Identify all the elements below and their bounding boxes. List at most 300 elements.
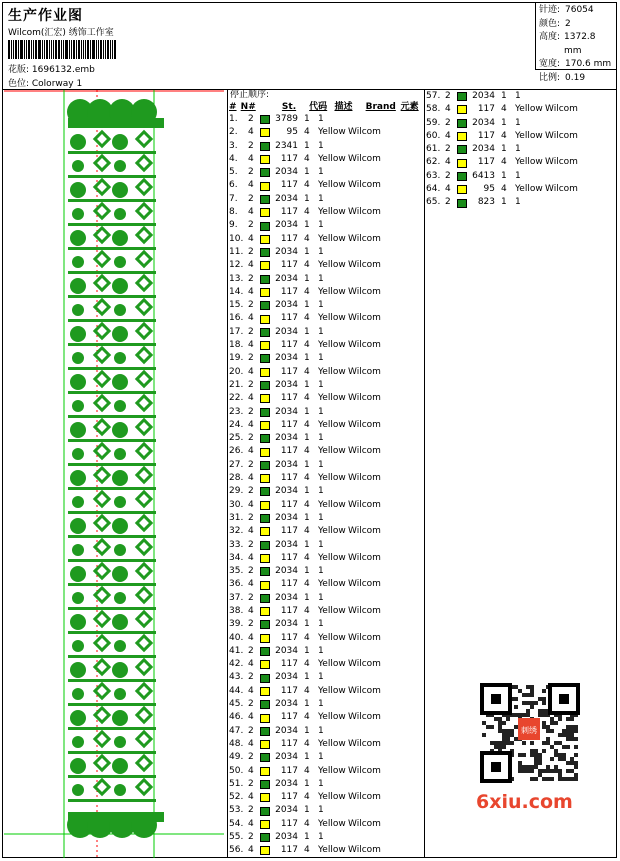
cell-stops: 4 bbox=[304, 366, 310, 377]
cell-st: 2 bbox=[248, 406, 254, 417]
cell-n: 44. bbox=[229, 685, 244, 696]
page-title: 生产作业图 bbox=[8, 8, 83, 24]
motif-flower bbox=[70, 182, 86, 198]
cell-n: 51. bbox=[229, 778, 244, 789]
motif-flower bbox=[72, 160, 84, 172]
motif-flower bbox=[114, 160, 126, 172]
cell-brand: Wilcom bbox=[348, 632, 381, 643]
color-swatch bbox=[260, 261, 270, 270]
cell-brand: Wilcom bbox=[545, 157, 578, 168]
motif-bar bbox=[68, 727, 156, 730]
motif-diamond bbox=[95, 396, 109, 410]
color-swatch bbox=[260, 368, 270, 377]
cell-st: 2 bbox=[248, 725, 254, 736]
cell-st: 4 bbox=[248, 579, 254, 590]
cell-st: 2 bbox=[248, 512, 254, 523]
cell-n: 61. bbox=[426, 144, 441, 155]
motif-diamond bbox=[137, 228, 151, 242]
cell-n: 28. bbox=[229, 473, 244, 484]
table-row bbox=[229, 751, 424, 764]
table-row bbox=[229, 166, 424, 179]
cell-st: 4 bbox=[248, 260, 254, 271]
cell-st: 4 bbox=[248, 818, 254, 829]
cell-stops: 4 bbox=[304, 286, 310, 297]
cell-code: 2034 bbox=[275, 832, 298, 843]
cell-desc: 1 bbox=[318, 300, 324, 311]
cell-code: 2034 bbox=[275, 273, 298, 284]
cell-stops: 4 bbox=[304, 127, 310, 138]
cell-stops: 1 bbox=[304, 725, 310, 736]
cell-st: 4 bbox=[248, 127, 254, 138]
cell-n: 13. bbox=[229, 273, 244, 284]
cell-code: 117 bbox=[280, 180, 298, 191]
cell-code: 2341 bbox=[275, 140, 298, 151]
color-swatch bbox=[260, 354, 270, 363]
cell-desc: 1 bbox=[318, 246, 324, 257]
studio-name: Wilcom(汇宏) 绣饰工作室 bbox=[8, 28, 114, 38]
cell-code: 2034 bbox=[275, 592, 298, 603]
cell-brand: Wilcom bbox=[348, 313, 381, 324]
cell-stops: 1 bbox=[501, 144, 507, 155]
cell-st: 2 bbox=[248, 300, 254, 311]
motif-bar bbox=[68, 223, 156, 226]
cell-code: 2034 bbox=[275, 193, 298, 204]
cell-brand: Wilcom bbox=[348, 605, 381, 616]
motif-diamond bbox=[137, 396, 151, 410]
motif-flower bbox=[72, 688, 84, 700]
cell-code: 2034 bbox=[275, 167, 298, 178]
cell-n: 34. bbox=[229, 552, 244, 563]
stat-row: 高度: 1372.8 mm bbox=[539, 32, 596, 56]
motif-flower bbox=[70, 134, 86, 150]
table-row bbox=[426, 196, 616, 209]
color-swatch bbox=[260, 700, 270, 709]
motif-flower bbox=[72, 208, 84, 220]
stat-row: 比例: 0.19 bbox=[539, 72, 586, 83]
motif-diamond bbox=[137, 516, 151, 530]
motif-diamond bbox=[137, 684, 151, 698]
cell-brand: Wilcom bbox=[348, 180, 381, 191]
motif-flower bbox=[112, 758, 128, 774]
cell-desc: 1 bbox=[318, 114, 324, 124]
motif-flower bbox=[72, 544, 84, 556]
table-row bbox=[229, 299, 424, 312]
table-row bbox=[229, 539, 424, 552]
cell-st: 2 bbox=[248, 193, 254, 204]
motif-diamond bbox=[137, 588, 151, 602]
cell-stops: 4 bbox=[304, 419, 310, 430]
design-file: 花版: 1696132.emb bbox=[8, 65, 95, 75]
table-row bbox=[229, 193, 424, 206]
cell-stops: 1 bbox=[304, 752, 310, 763]
cell-stops: 1 bbox=[304, 326, 310, 337]
motif-bar bbox=[68, 295, 156, 298]
table-row bbox=[229, 140, 424, 153]
motif-diamond bbox=[137, 564, 151, 578]
cell-n: 49. bbox=[229, 752, 244, 763]
cell-n: 59. bbox=[426, 117, 441, 128]
table-row bbox=[229, 592, 424, 605]
color-swatch bbox=[260, 620, 270, 629]
cell-st: 4 bbox=[248, 366, 254, 377]
table-row bbox=[229, 179, 424, 192]
cell-stops: 1 bbox=[304, 246, 310, 257]
table-row bbox=[229, 113, 424, 126]
motif-diamond bbox=[137, 444, 151, 458]
cell-stops: 1 bbox=[501, 117, 507, 128]
cell-code: 2034 bbox=[275, 300, 298, 311]
cell-stops: 1 bbox=[304, 619, 310, 630]
cell-st: 2 bbox=[248, 246, 254, 257]
table-row bbox=[426, 103, 616, 116]
cell-code: 2034 bbox=[275, 619, 298, 630]
top-band bbox=[68, 118, 164, 128]
color-swatch bbox=[260, 660, 270, 669]
cell-n: 25. bbox=[229, 433, 244, 444]
cell-stops: 1 bbox=[304, 379, 310, 390]
cell-desc: Yellow bbox=[318, 446, 346, 457]
cell-n: 38. bbox=[229, 605, 244, 616]
cell-st: 4 bbox=[248, 340, 254, 351]
motif-flower bbox=[114, 592, 126, 604]
cell-brand: Wilcom bbox=[348, 579, 381, 590]
cell-st: 2 bbox=[248, 379, 254, 390]
table-row bbox=[229, 312, 424, 325]
motif-bar bbox=[68, 631, 156, 634]
cell-code: 2034 bbox=[275, 353, 298, 364]
cell-code: 117 bbox=[280, 685, 298, 696]
cell-stops: 1 bbox=[304, 486, 310, 497]
cell-code: 117 bbox=[280, 526, 298, 537]
motif-flower bbox=[112, 470, 128, 486]
motif-diamond bbox=[137, 492, 151, 506]
table-row bbox=[229, 765, 424, 778]
cell-st: 4 bbox=[248, 765, 254, 776]
cell-brand: Wilcom bbox=[348, 765, 381, 776]
table-row bbox=[229, 259, 424, 272]
cell-n: 19. bbox=[229, 353, 244, 364]
cell-code: 117 bbox=[280, 233, 298, 244]
table-row bbox=[426, 170, 616, 183]
design-svg bbox=[4, 90, 228, 858]
motif-diamond bbox=[137, 372, 151, 386]
color-swatch bbox=[260, 128, 270, 137]
motif-diamond bbox=[137, 420, 151, 434]
cell-n: 50. bbox=[229, 765, 244, 776]
cell-brand: Wilcom bbox=[348, 207, 381, 218]
color-swatch bbox=[260, 514, 270, 523]
cell-st: 4 bbox=[248, 605, 254, 616]
cell-desc: Yellow bbox=[318, 419, 346, 430]
motif-bar bbox=[68, 535, 156, 538]
cell-stops: 4 bbox=[304, 233, 310, 244]
motif-bar bbox=[68, 151, 156, 154]
stat-row: 针迹: 76054 bbox=[539, 5, 594, 15]
cell-code: 2034 bbox=[275, 725, 298, 736]
color-swatch bbox=[260, 142, 270, 151]
cell-stops: 1 bbox=[501, 197, 507, 208]
table-row bbox=[229, 352, 424, 365]
table-row bbox=[426, 117, 616, 130]
cell-code: 2034 bbox=[472, 91, 495, 101]
motif-flower bbox=[72, 352, 84, 364]
cell-desc: Yellow bbox=[318, 340, 346, 351]
motif-flower bbox=[72, 256, 84, 268]
cell-stops: 1 bbox=[304, 566, 310, 577]
cell-stops: 1 bbox=[304, 459, 310, 470]
color-swatch bbox=[260, 634, 270, 643]
cell-stops: 1 bbox=[304, 832, 310, 843]
cell-code: 2034 bbox=[275, 326, 298, 337]
cell-desc: 1 bbox=[318, 433, 324, 444]
cell-code: 2034 bbox=[472, 117, 495, 128]
motif-bar bbox=[68, 271, 156, 274]
qr-code bbox=[470, 680, 585, 785]
cell-stops: 4 bbox=[304, 605, 310, 616]
cell-stops: 1 bbox=[304, 512, 310, 523]
table-row bbox=[229, 512, 424, 525]
cell-code: 117 bbox=[477, 157, 495, 168]
table-row bbox=[426, 143, 616, 156]
table-row bbox=[229, 326, 424, 339]
table-row bbox=[229, 552, 424, 565]
color-swatch bbox=[260, 182, 270, 191]
color-swatch bbox=[260, 647, 270, 656]
cell-code: 3789 bbox=[275, 114, 298, 124]
table-row bbox=[229, 246, 424, 259]
cell-stops: 1 bbox=[304, 220, 310, 231]
cell-stops: 4 bbox=[501, 184, 507, 195]
color-swatch bbox=[260, 341, 270, 350]
cell-code: 2034 bbox=[275, 778, 298, 789]
cell-desc: 1 bbox=[515, 170, 521, 181]
bottom-band bbox=[68, 812, 164, 822]
stats-panel bbox=[535, 2, 617, 83]
motif-diamond bbox=[137, 180, 151, 194]
cell-stops: 4 bbox=[304, 153, 310, 164]
motif-flower bbox=[114, 640, 126, 652]
color-swatch bbox=[260, 793, 270, 802]
cell-code: 2034 bbox=[275, 379, 298, 390]
cell-st: 2 bbox=[248, 832, 254, 843]
table-row bbox=[229, 379, 424, 392]
cell-n: 46. bbox=[229, 712, 244, 723]
motif-flower bbox=[112, 230, 128, 246]
motif-bar bbox=[68, 319, 156, 322]
cell-n: 56. bbox=[229, 845, 244, 856]
motif-bar bbox=[68, 463, 156, 466]
color-swatch bbox=[260, 394, 270, 403]
color-swatch bbox=[260, 846, 270, 855]
cell-st: 2 bbox=[248, 326, 254, 337]
cell-st: 4 bbox=[248, 233, 254, 244]
cell-desc: 1 bbox=[318, 592, 324, 603]
cell-desc: 1 bbox=[318, 805, 324, 816]
cell-n: 17. bbox=[229, 326, 244, 337]
cell-desc: 1 bbox=[515, 197, 521, 208]
cell-code: 117 bbox=[280, 153, 298, 164]
table-row bbox=[229, 698, 424, 711]
cell-desc: Yellow bbox=[318, 712, 346, 723]
cell-code: 117 bbox=[477, 130, 495, 141]
cell-desc: Yellow bbox=[318, 605, 346, 616]
header bbox=[2, 2, 617, 90]
cell-stops: 4 bbox=[304, 340, 310, 351]
cell-desc: Yellow bbox=[318, 792, 346, 803]
cell-code: 2034 bbox=[275, 805, 298, 816]
motif-flower bbox=[112, 326, 128, 342]
cell-desc: 1 bbox=[318, 326, 324, 337]
cell-n: 43. bbox=[229, 672, 244, 683]
cell-code: 2034 bbox=[275, 406, 298, 417]
cell-desc: 1 bbox=[318, 193, 324, 204]
cell-code: 117 bbox=[280, 552, 298, 563]
motif-bar bbox=[68, 175, 156, 178]
motif-bar bbox=[68, 583, 156, 586]
cell-stops: 4 bbox=[304, 552, 310, 563]
cell-st: 2 bbox=[248, 752, 254, 763]
color-swatch bbox=[260, 820, 270, 829]
motif-flower bbox=[72, 736, 84, 748]
cell-brand: Wilcom bbox=[348, 153, 381, 164]
table-row bbox=[229, 273, 424, 286]
motif-flower bbox=[114, 304, 126, 316]
cell-desc: 1 bbox=[318, 512, 324, 523]
cell-n: 39. bbox=[229, 619, 244, 630]
motif-diamond bbox=[95, 156, 109, 170]
table-row bbox=[229, 645, 424, 658]
cell-desc: 1 bbox=[318, 699, 324, 710]
table-row bbox=[229, 499, 424, 512]
table-row bbox=[229, 366, 424, 379]
motif-diamond bbox=[95, 276, 109, 290]
motif-flower bbox=[114, 352, 126, 364]
cell-n: 4. bbox=[229, 153, 238, 164]
barcode bbox=[8, 40, 118, 59]
motif-flower bbox=[112, 374, 128, 390]
cell-n: 48. bbox=[229, 738, 244, 749]
table-row bbox=[229, 658, 424, 671]
cell-code: 117 bbox=[280, 712, 298, 723]
cell-stops: 4 bbox=[304, 738, 310, 749]
stop-sequence-table-2 bbox=[426, 90, 616, 210]
motif-diamond bbox=[95, 612, 109, 626]
cell-brand: Wilcom bbox=[348, 685, 381, 696]
color-swatch bbox=[260, 155, 270, 164]
motif-diamond bbox=[137, 780, 151, 794]
cell-desc: Yellow bbox=[318, 685, 346, 696]
table-header: # N# St. 代码 描述 Brand 元素 bbox=[229, 102, 419, 112]
table-row bbox=[426, 90, 616, 103]
cell-n: 47. bbox=[229, 725, 244, 736]
motif-flower bbox=[72, 592, 84, 604]
cell-stops: 1 bbox=[304, 353, 310, 364]
cell-stops: 4 bbox=[304, 818, 310, 829]
motif-flower bbox=[72, 784, 84, 796]
cell-desc: Yellow bbox=[318, 526, 346, 537]
motif-diamond bbox=[137, 636, 151, 650]
motif-flower bbox=[70, 230, 86, 246]
color-swatch bbox=[260, 275, 270, 284]
cell-n: 35. bbox=[229, 566, 244, 577]
cell-stops: 1 bbox=[304, 645, 310, 656]
motif-flower bbox=[72, 400, 84, 412]
cell-stops: 4 bbox=[501, 104, 507, 115]
motif-diamond bbox=[137, 348, 151, 362]
cell-n: 12. bbox=[229, 260, 244, 271]
qr-badge-label: 刺绣 bbox=[521, 726, 537, 735]
cell-code: 117 bbox=[280, 207, 298, 218]
motif-flower bbox=[72, 496, 84, 508]
cell-desc: Yellow bbox=[318, 366, 346, 377]
cell-n: 14. bbox=[229, 286, 244, 297]
color-swatch bbox=[457, 132, 467, 141]
cell-st: 2 bbox=[445, 117, 451, 128]
color-swatch bbox=[260, 448, 270, 457]
cell-desc: Yellow bbox=[318, 207, 346, 218]
motif-diamond bbox=[137, 540, 151, 554]
cell-brand: Wilcom bbox=[348, 499, 381, 510]
table-row bbox=[229, 219, 424, 232]
cell-st: 4 bbox=[248, 552, 254, 563]
cell-st: 4 bbox=[248, 845, 254, 856]
cell-st: 4 bbox=[248, 473, 254, 484]
cell-desc: Yellow bbox=[318, 552, 346, 563]
table-row bbox=[229, 778, 424, 791]
cell-stops: 1 bbox=[304, 406, 310, 417]
cell-n: 33. bbox=[229, 539, 244, 550]
table-row bbox=[229, 578, 424, 591]
cell-n: 29. bbox=[229, 486, 244, 497]
motif-flower bbox=[112, 134, 128, 150]
cell-stops: 1 bbox=[304, 433, 310, 444]
cell-desc: Yellow bbox=[515, 157, 543, 168]
table-row bbox=[229, 459, 424, 472]
motif-flower bbox=[70, 278, 86, 294]
cell-n: 27. bbox=[229, 459, 244, 470]
table-row bbox=[229, 725, 424, 738]
cell-st: 4 bbox=[248, 685, 254, 696]
motif-flower bbox=[70, 326, 86, 342]
motif-diamond bbox=[137, 204, 151, 218]
motif-flower bbox=[114, 544, 126, 556]
motif-flower bbox=[72, 304, 84, 316]
cell-stops: 4 bbox=[304, 712, 310, 723]
cell-n: 5. bbox=[229, 167, 238, 178]
cell-n: 57. bbox=[426, 91, 441, 101]
cell-st: 4 bbox=[445, 157, 451, 168]
color-swatch bbox=[457, 159, 467, 168]
cell-n: 10. bbox=[229, 233, 244, 244]
cell-desc: 1 bbox=[318, 379, 324, 390]
cell-n: 31. bbox=[229, 512, 244, 523]
motif-flower bbox=[112, 278, 128, 294]
cell-brand: Wilcom bbox=[348, 818, 381, 829]
color-swatch bbox=[457, 185, 467, 194]
color-swatch bbox=[260, 381, 270, 390]
cell-st: 2 bbox=[248, 114, 254, 124]
motif-flower bbox=[114, 736, 126, 748]
motif-bar bbox=[68, 247, 156, 250]
cell-st: 2 bbox=[248, 459, 254, 470]
cell-code: 2034 bbox=[275, 672, 298, 683]
cell-code: 117 bbox=[280, 792, 298, 803]
color-swatch bbox=[260, 421, 270, 430]
cell-stops: 1 bbox=[304, 592, 310, 603]
table-row bbox=[426, 130, 616, 143]
cell-code: 117 bbox=[280, 340, 298, 351]
motif-flower bbox=[112, 614, 128, 630]
